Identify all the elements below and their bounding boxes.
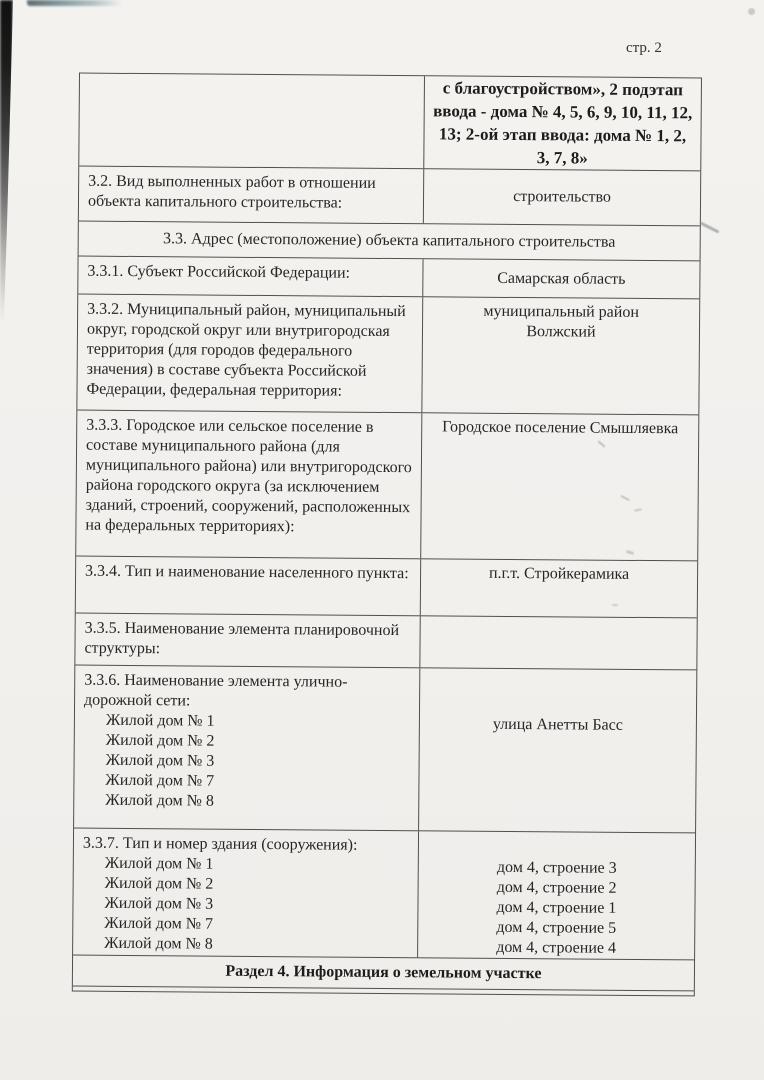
list-value: дом 4, строение 5 — [496, 918, 617, 937]
table-row-3-3-6 — [74, 666, 696, 834]
row-3-3-7-values-cell — [418, 831, 695, 959]
row-3-3-7-label-cell — [73, 829, 419, 958]
object-name-continuation: с благоустройством», 2 подэтап ввода - дома № 4, 5, 6, 9, 10, 11, 12, 13; 2-ой этап ввода: дома № 1, 2, 3, 7, 8» — [433, 78, 693, 168]
row-3-3-3-label: 3.3.3. Городское или сельское поселение в составе муниципального района (для муниципального района) или внутригородского района городского округа (за исключением зданий, строений, сооружений, расположенных на федеральных территориях): — [76, 411, 422, 559]
list-item: Жилой дом № 1 — [104, 854, 214, 873]
table-row-3-3-1 — [78, 257, 699, 300]
list-value: дом 4, строение 1 — [496, 898, 617, 917]
list-item: Жилой дом № 8 — [105, 791, 215, 810]
row-3-3-1-value: Самарская область — [497, 269, 626, 288]
row-3-3-4-label: 3.3.4. Тип и наименование населенного пункта: — [76, 557, 421, 616]
table-row-3-3-7 — [73, 829, 695, 961]
row-3-3-3-value: Городское поселение Смышляевка — [442, 418, 679, 438]
table-row-3-3-4 — [76, 557, 697, 619]
list-item: Жилой дом № 1 — [105, 711, 215, 730]
scan-edge-shadow — [0, 0, 13, 460]
empty-cell — [79, 74, 425, 169]
scan-speck — [748, 8, 755, 15]
list-item: Жилой дом № 2 — [104, 874, 214, 893]
row-3-3-1-label: 3.3.1. Субъект Российской Федерации: — [78, 257, 423, 297]
pen-mark — [699, 221, 719, 233]
table-row-3-2 — [79, 167, 700, 227]
row-3-3-5-value — [420, 616, 696, 669]
section-4-title: Раздел 4. Информация о земельном участке — [225, 962, 542, 983]
table-row-continuation — [79, 74, 701, 172]
row-3-3-2-value — [422, 297, 699, 414]
row-3-2-value: строительство — [513, 187, 611, 206]
row-3-3-6-value: улица Анетты Басс — [492, 715, 623, 734]
list-item: Жилой дом № 2 — [105, 731, 215, 750]
page-number: стр. 2 — [626, 40, 662, 56]
list-item: Жилой дом № 7 — [104, 914, 214, 933]
list-item: Жилой дом № 7 — [105, 771, 215, 790]
list-value: дом 4, строение 3 — [496, 858, 617, 877]
list-item: Жилой дом № 3 — [104, 894, 214, 913]
document-table — [72, 73, 702, 997]
row-3-3-2-value-line1: муниципальный район — [483, 302, 639, 321]
list-item: Жилой дом № 8 — [104, 934, 213, 953]
table-row-3-3-3 — [76, 411, 698, 562]
row-3-3-6-label: 3.3.6. Наименование элемента улично-дорожной сети: — [84, 671, 348, 710]
list-item: Жилой дом № 3 — [105, 751, 215, 770]
scan-top-artifact — [27, 0, 123, 6]
row-3-3-7-label: 3.3.7. Тип и номер здания (сооружения): — [82, 834, 358, 854]
table-row-3-3-2 — [77, 295, 699, 416]
section-3-3-title: 3.3. Адрес (местоположение) объекта капитального строительства — [162, 230, 616, 251]
row-3-3-5-label: 3.3.5. Наименование элемента планировочной структуры: — [75, 614, 420, 668]
row-3-3-4-value: п.г.т. Стройкерамика — [488, 564, 630, 583]
row-3-3-6-label-cell — [74, 666, 420, 831]
row-3-3-2-value-line2: Волжский — [526, 323, 596, 341]
list-value: дом 4, строение 2 — [496, 878, 617, 897]
table-row-section-4 — [73, 956, 694, 992]
row-3-3-2-label: 3.3.2. Муниципальный район, муниципальный округ, городской округ или внутригородская территория (для городов федерального значения) в составе субъекта Российской Федерации, федеральная территория: — [77, 295, 423, 413]
list-value: дом 4, строение 4 — [496, 938, 617, 957]
table-row-3-3-5 — [75, 614, 696, 671]
table-row-3-3-header — [79, 222, 700, 262]
scan-speck — [612, 604, 618, 606]
row-3-2-label: 3.2. Вид выполненных работ в отношении объекта капитального строительства: — [79, 167, 424, 224]
